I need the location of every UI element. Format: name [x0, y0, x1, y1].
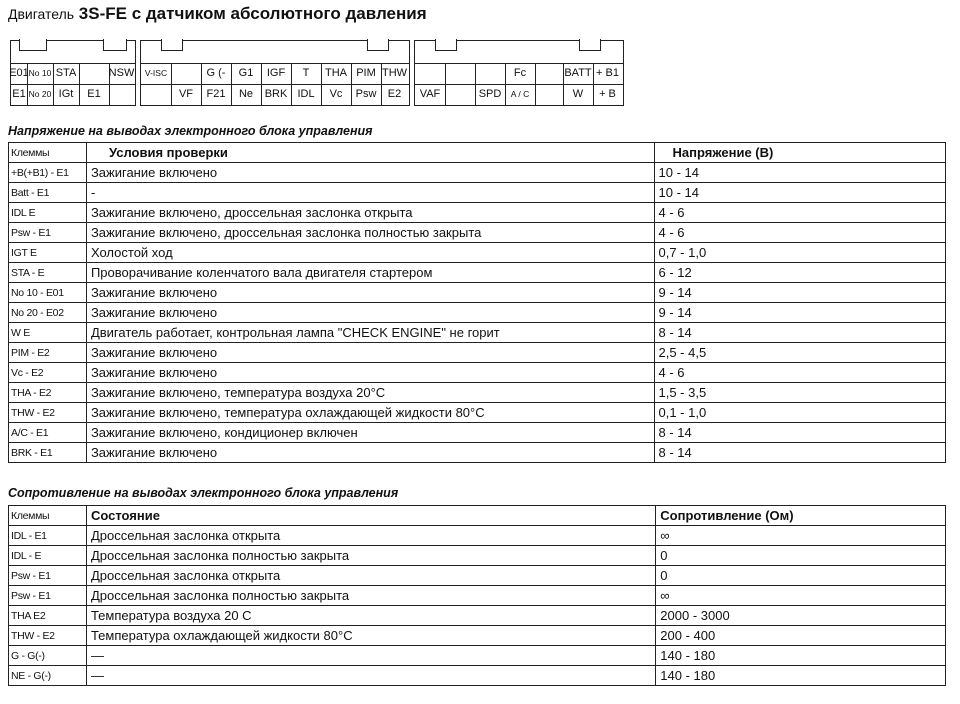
connector-pin: [445, 84, 475, 105]
connector-pin: W: [572, 88, 584, 100]
table-row: [9, 526, 946, 546]
connector-pin: SPD: [478, 88, 502, 100]
terminal-cell: THW - E2: [9, 403, 87, 423]
connector-key-notch: [367, 39, 389, 51]
terminal-cell: Batt - E1: [9, 183, 87, 203]
connector-pin: PIM: [356, 67, 376, 79]
connector-pin: V-ISC: [144, 68, 168, 79]
condition-cell: —: [86, 666, 655, 686]
table-row: [9, 223, 946, 243]
terminal-cell: G - G(-): [9, 646, 87, 666]
connector-pin: Ne: [238, 88, 254, 100]
value-cell: 200 - 400: [656, 626, 946, 646]
connector-pin: THW: [381, 67, 408, 79]
connector-pin: T: [302, 67, 310, 79]
resistance-header-row: [9, 506, 946, 526]
table-row: [9, 203, 946, 223]
value-cell: 0,1 - 1,0: [654, 403, 946, 423]
condition-cell: Зажигание включено: [86, 363, 654, 383]
value-cell: 4 - 6: [654, 223, 946, 243]
connector-pin: Fc: [513, 67, 527, 79]
table-row: [9, 403, 946, 423]
table-row: [9, 443, 946, 463]
connector-pin: BRK: [264, 88, 288, 100]
connector-pin: IGt: [58, 88, 74, 100]
connector-pin: Vc: [329, 88, 343, 100]
value-cell: 10 - 14: [654, 183, 946, 203]
condition-cell: Температура охлаждающей жидкости 80°С: [86, 626, 655, 646]
connector-pin: STA: [55, 67, 77, 79]
connector-pin: NSW: [108, 67, 135, 79]
value-cell: 8 - 14: [654, 323, 946, 343]
condition-cell: Зажигание включено, температура охлаждающей жидкости 80°С: [86, 403, 654, 423]
connector-pin: G1: [238, 67, 254, 79]
connector-pin: [141, 84, 171, 105]
table-row: [9, 646, 946, 666]
condition-cell: Дроссельная заслонка открыта: [86, 566, 655, 586]
value-cell: 10 - 14: [654, 163, 946, 183]
connector-pin: [415, 63, 445, 84]
condition-cell: Зажигание включено, дроссельная заслонка полностью закрыта: [86, 223, 654, 243]
connector-pin: E1: [87, 88, 101, 100]
connector-key-notch: [435, 39, 457, 51]
value-cell: ∞: [656, 586, 946, 606]
header-voltage: Напряжение (В): [654, 143, 946, 163]
connector-pin: IDL: [297, 88, 315, 100]
value-cell: 140 - 180: [656, 666, 946, 686]
value-cell: 4 - 6: [654, 203, 946, 223]
value-cell: 140 - 180: [656, 646, 946, 666]
voltage-section-title: Напряжение на выводах электронного блока управления: [8, 124, 373, 138]
condition-cell: Проворачивание коленчатого вала двигателя стартером: [86, 263, 654, 283]
header-conditions: Условия проверки: [86, 143, 654, 163]
table-row: [9, 283, 946, 303]
value-cell: 2000 - 3000: [656, 606, 946, 626]
terminal-cell: IDL - E1: [9, 526, 87, 546]
connector-pin: G (-: [206, 67, 226, 79]
connector-pin: No 20: [28, 89, 52, 100]
table-row: [9, 606, 946, 626]
table-row: [9, 566, 946, 586]
connector-key-notch: [579, 39, 601, 51]
table-row: [9, 183, 946, 203]
terminal-cell: +B(+B1) - E1: [9, 163, 87, 183]
table-row: [9, 363, 946, 383]
connector-pin: E1: [12, 88, 26, 100]
connector-key-notch: [161, 39, 183, 51]
terminal-cell: THA E2: [9, 606, 87, 626]
connector-pin: E01: [9, 67, 29, 79]
table-row: [9, 163, 946, 183]
terminal-cell: No 10 - E01: [9, 283, 87, 303]
condition-cell: Температура воздуха 20 С: [86, 606, 655, 626]
condition-cell: Зажигание включено, температура воздуха 20°С: [86, 383, 654, 403]
connector-key-notch: [103, 39, 127, 51]
condition-cell: —: [86, 646, 655, 666]
header-terminals: Клеммы: [9, 143, 87, 163]
table-row: [9, 586, 946, 606]
resistance-table: [8, 505, 946, 686]
terminal-cell: NE - G(-): [9, 666, 87, 686]
condition-cell: Двигатель работает, контрольная лампа "CHECK ENGINE" не горит: [86, 323, 654, 343]
terminal-cell: Vc - E2: [9, 363, 87, 383]
connector-pin: No 10: [28, 68, 52, 79]
value-cell: ∞: [656, 526, 946, 546]
terminal-cell: THA - E2: [9, 383, 87, 403]
value-cell: 0: [656, 546, 946, 566]
condition-cell: Зажигание включено: [86, 303, 654, 323]
value-cell: 0,7 - 1,0: [654, 243, 946, 263]
header-resistance: Сопротивление (Ом): [656, 506, 946, 526]
resistance-section-title: Сопротивление на выводах электронного блока управления: [8, 486, 399, 500]
terminal-cell: STA - E: [9, 263, 87, 283]
header-terminals: Клеммы: [9, 506, 87, 526]
table-row: [9, 263, 946, 283]
condition-cell: Зажигание включено: [86, 163, 654, 183]
condition-cell: Дроссельная заслонка полностью закрыта: [86, 586, 655, 606]
condition-cell: Зажигание включено, кондиционер включен: [86, 423, 654, 443]
table-row: [9, 626, 946, 646]
connector-pin: + B: [599, 88, 616, 100]
table-row: [9, 343, 946, 363]
table-row: [9, 303, 946, 323]
table-row: [9, 423, 946, 443]
condition-cell: -: [86, 183, 654, 203]
terminal-cell: PIM - E2: [9, 343, 87, 363]
condition-cell: Зажигание включено: [86, 283, 654, 303]
terminal-cell: A/C - E1: [9, 423, 87, 443]
connector-left: [10, 40, 136, 106]
connector-middle: [140, 40, 410, 106]
connector-pin: + B1: [596, 67, 619, 79]
connector-pin: THA: [325, 67, 347, 79]
voltage-header-row: [9, 143, 946, 163]
connector-pin: VAF: [419, 88, 441, 100]
connector-pin: IGF: [266, 67, 286, 79]
value-cell: 6 - 12: [654, 263, 946, 283]
condition-cell: Дроссельная заслонка открыта: [86, 526, 655, 546]
table-row: [9, 383, 946, 403]
connector-pin: [79, 63, 109, 84]
connector-key-notch: [19, 39, 47, 51]
value-cell: 8 - 14: [654, 443, 946, 463]
terminal-cell: IDL E: [9, 203, 87, 223]
connector-pin: [475, 63, 505, 84]
connector-pin: E2: [387, 88, 402, 100]
terminal-cell: Psw - E1: [9, 566, 87, 586]
terminal-cell: W E: [9, 323, 87, 343]
terminal-cell: Psw - E1: [9, 586, 87, 606]
value-cell: 9 - 14: [654, 303, 946, 323]
condition-cell: Дроссельная заслонка полностью закрыта: [86, 546, 655, 566]
connector-pin: [109, 84, 134, 105]
condition-cell: Зажигание включено: [86, 343, 654, 363]
title-prefix: Двигатель: [8, 6, 75, 22]
connector-pin: VF: [178, 88, 194, 100]
terminal-cell: IGT E: [9, 243, 87, 263]
connector-pin: [445, 63, 475, 84]
terminal-cell: BRK - E1: [9, 443, 87, 463]
connector-pin: [535, 63, 563, 84]
connector-pin: [171, 63, 201, 84]
header-state: Состояние: [86, 506, 655, 526]
value-cell: 8 - 14: [654, 423, 946, 443]
table-row: [9, 546, 946, 566]
condition-cell: Холостой ход: [86, 243, 654, 263]
terminal-cell: THW - E2: [9, 626, 87, 646]
connector-pin: F21: [206, 88, 226, 100]
connector-pin: [535, 84, 563, 105]
connector-pin: Psw: [355, 88, 377, 100]
terminal-cell: Psw - E1: [9, 223, 87, 243]
table-row: [9, 243, 946, 263]
value-cell: 9 - 14: [654, 283, 946, 303]
voltage-table: [8, 142, 946, 463]
value-cell: 0: [656, 566, 946, 586]
title-main: 3S-FE с датчиком абсолютного давления: [78, 4, 427, 23]
value-cell: 4 - 6: [654, 363, 946, 383]
value-cell: 1,5 - 3,5: [654, 383, 946, 403]
table-row: [9, 323, 946, 343]
connector-pin: A / C: [510, 89, 530, 100]
page-title: [8, 4, 427, 24]
terminal-cell: No 20 - E02: [9, 303, 87, 323]
table-row: [9, 666, 946, 686]
connector-pin: BATT: [564, 67, 592, 79]
condition-cell: Зажигание включено: [86, 443, 654, 463]
connector-right: [414, 40, 624, 106]
condition-cell: Зажигание включено, дроссельная заслонка открыта: [86, 203, 654, 223]
value-cell: 2,5 - 4,5: [654, 343, 946, 363]
terminal-cell: IDL - E: [9, 546, 87, 566]
